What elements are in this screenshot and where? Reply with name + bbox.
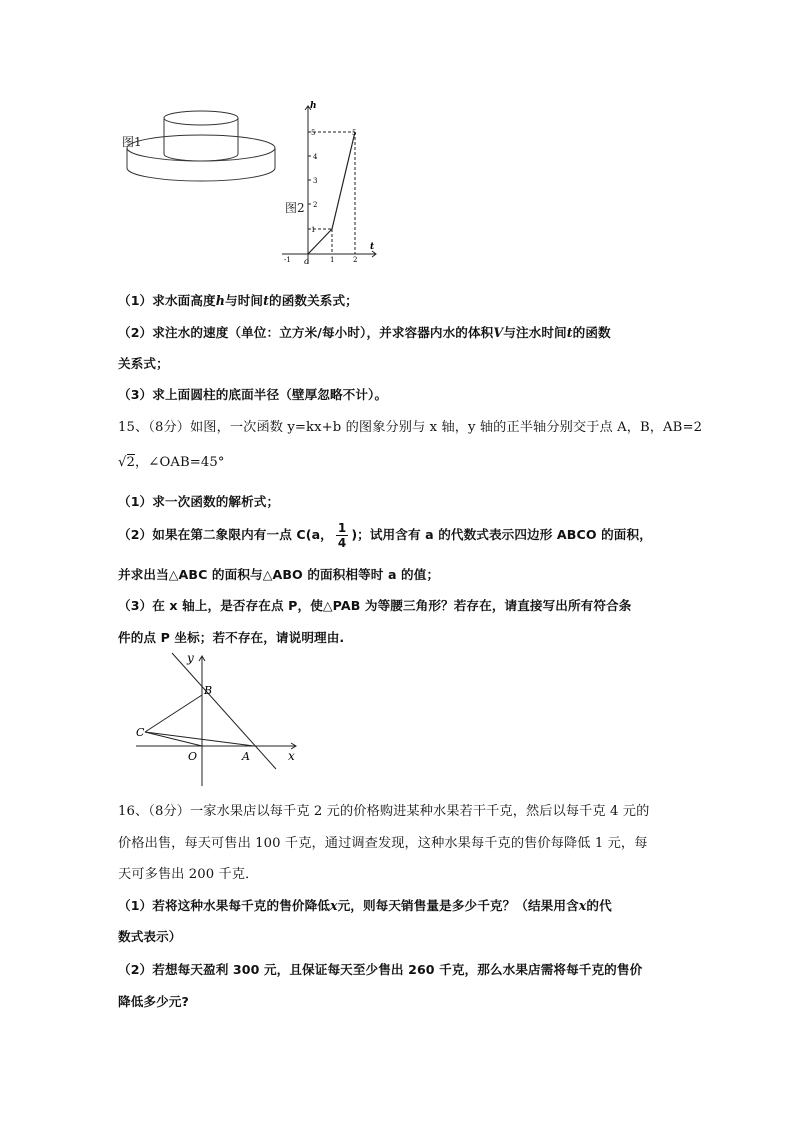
- y-tick-5-right: 5: [352, 129, 357, 137]
- x-axis-label: t: [370, 242, 375, 252]
- p16-question-1-line1: （1）若将这种水果每千克的售价降低x元，则每天销售量是多少千克？（结果用含x的代: [118, 898, 612, 913]
- p14-question-3: （3）求上面圆柱的底面半径（壁厚忽略不计）。: [118, 387, 388, 402]
- p14-question-2-line1: （2）求注水的速度（单位：立方米/每小时），并求容器内水的体积V与注水时间t的函数: [118, 325, 611, 340]
- p16-stem-line3: 天可多售出 200 千克．: [118, 867, 259, 882]
- fraction-one-quarter: $\frac{1}{4}$: [337, 521, 347, 550]
- x-axis-label: x: [288, 749, 295, 763]
- y-tick-1: 1: [311, 226, 316, 234]
- x-tick-neg1: -1: [284, 256, 291, 264]
- segment-CA: [145, 732, 254, 746]
- top-cylinder-side: [164, 118, 238, 161]
- figure-1-container: [118, 108, 288, 190]
- segment-CO: [145, 732, 202, 746]
- origin-label: o: [304, 257, 309, 266]
- point-A-label: A: [242, 750, 250, 763]
- p15-question-2-line2: 并求出当△ABC 的面积与△ABO 的面积相等时 a 的值；: [118, 567, 440, 582]
- y-tick-5-left: 5: [311, 129, 316, 137]
- y-tick-3: 3: [313, 177, 318, 185]
- p15-question-3-line2: 件的点 P 坐标；若不存在，请说明理由.: [118, 630, 345, 645]
- p14-question-2-line2: 关系式；: [118, 356, 169, 371]
- point-O-label: O: [188, 750, 198, 763]
- point-C-label: C: [136, 726, 145, 739]
- figure-2-label: 图2: [285, 201, 305, 215]
- y-tick-4: 4: [313, 153, 318, 161]
- y-axis-label: y: [187, 651, 194, 665]
- x-tick-1: 1: [330, 256, 335, 264]
- point-B-label: B: [204, 684, 213, 697]
- figure-2-graph: [280, 98, 380, 266]
- p15-question-2-line1: （2）如果在第二象限内有一点 C(a， $\frac{1}{4}$ )；试用含有 a 的代数式表示四边形 ABCO 的面积，: [118, 521, 652, 550]
- top-cylinder-top: [164, 111, 238, 125]
- p15-question-1: （1）求一次函数的解析式；: [118, 494, 280, 509]
- segment-CB: [145, 695, 202, 732]
- x-tick-2: 2: [353, 256, 358, 264]
- p16-question-2-line2: 降低多少元?: [118, 994, 189, 1009]
- p15-question-3-line1: （3）在 x 轴上，是否存在点 P，使△PAB 为等腰三角形？若存在，请直接写出所有符合条: [118, 598, 632, 613]
- p15-stem-line1: 15、（8分）如图，一次函数 y=kx+b 的图象分别与 x 轴，y 轴的正半轴分别交于点 A，B，AB=2: [118, 420, 703, 435]
- p16-question-1-line2: 数式表示）: [118, 929, 182, 944]
- bottom-cylinder-top: [127, 135, 275, 161]
- y-tick-2: 2: [313, 201, 318, 209]
- p15-stem-line2: √2，∠OAB=45°: [118, 455, 225, 470]
- p16-stem-line1: 16、（8分）一家水果店以每千克 2 元的价格购进某种水果若干千克，然后以每千克 4 元的: [118, 804, 650, 819]
- figure-3-diagram: [132, 648, 302, 790]
- figure-1-label: 图1: [122, 135, 142, 149]
- bottom-cylinder-side: [127, 148, 275, 181]
- y-axis-label: h: [310, 101, 317, 111]
- p16-stem-line2: 价格出售，每天可售出 100 千克，通过调查发现，这种水果每千克的售价每降低 1 元，每: [118, 836, 648, 851]
- sqrt-symbol: √2: [118, 455, 136, 470]
- p16-question-2-line1: （2）若想每天盈利 300 元，且保证每天至少售出 260 千克，那么水果店需将每千克的售价: [118, 962, 643, 977]
- p14-question-1: （1）求水面高度h与时间t的函数关系式；: [118, 293, 358, 308]
